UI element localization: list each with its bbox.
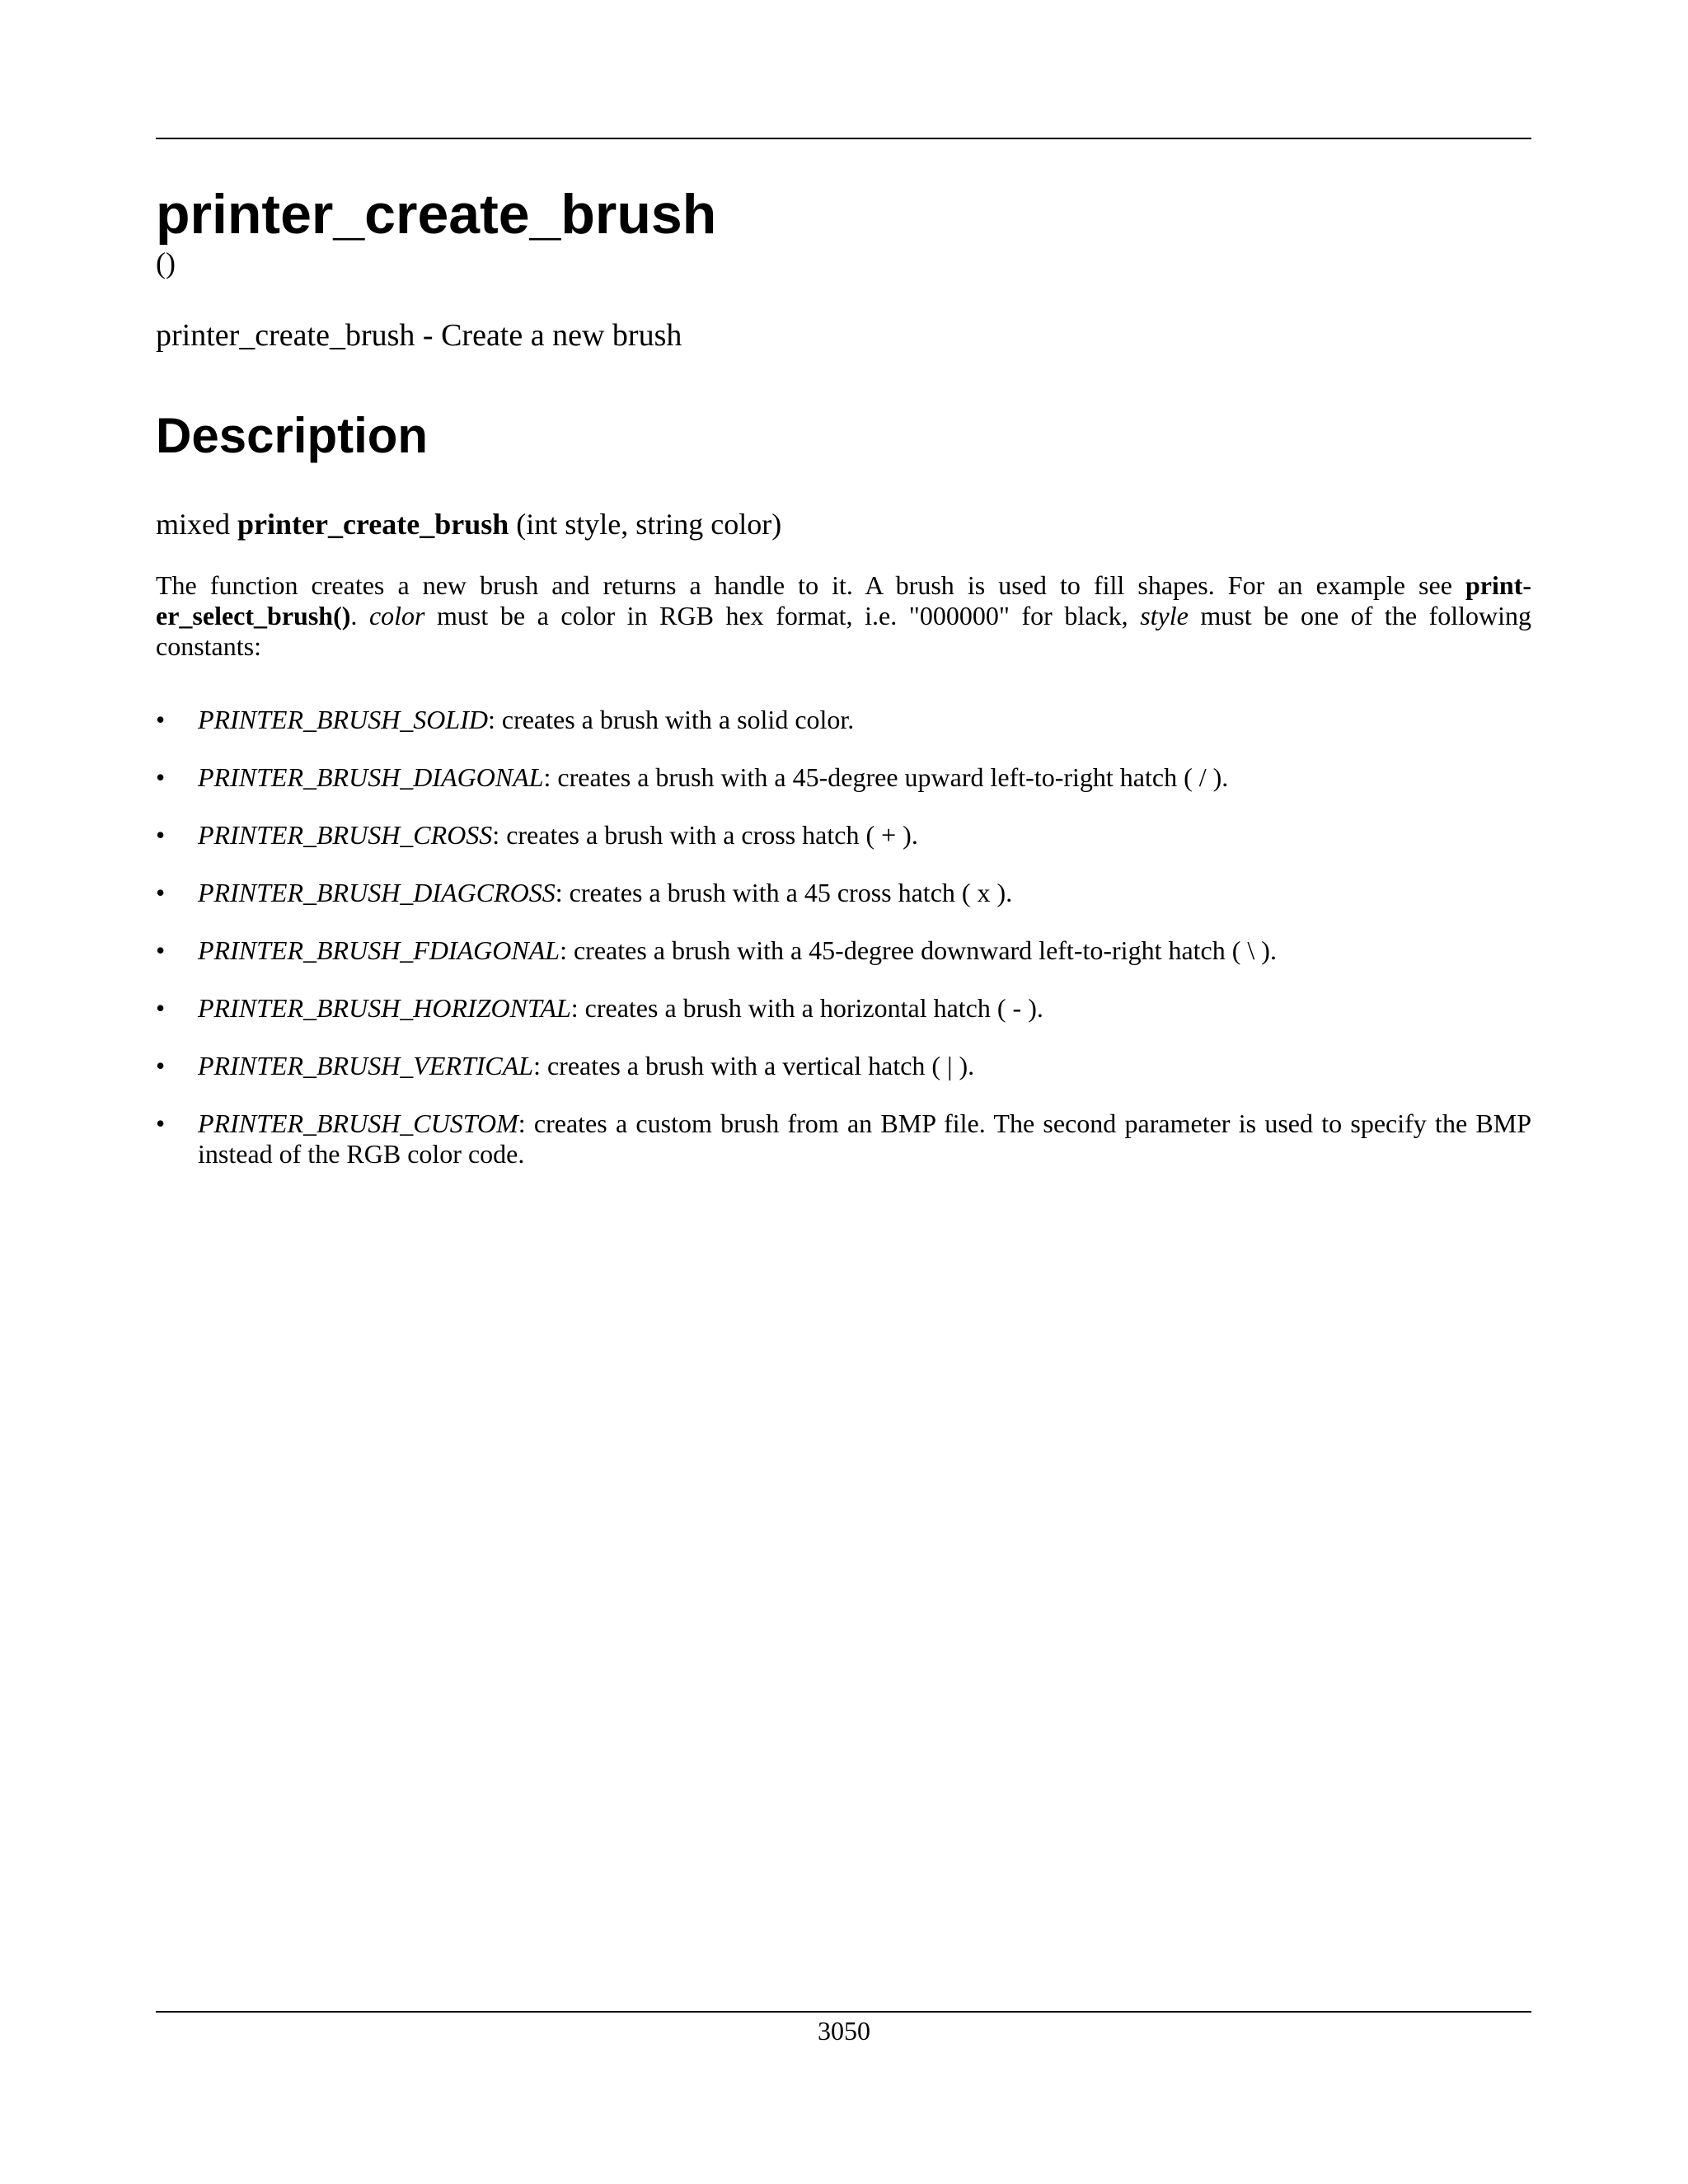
constant-name: PRINTER_BRUSH_FDIAGONAL (198, 935, 560, 965)
list-item (156, 1051, 1531, 1081)
bullet-icon: • (156, 762, 166, 792)
bullet-icon: • (156, 992, 166, 1023)
para-text-4: must be one of the following constants: (156, 600, 1532, 661)
function-parens: () (156, 246, 176, 279)
list-item (156, 878, 1531, 908)
description-heading: Description (156, 407, 429, 463)
para-text-1: The function creates a new brush and returns a handle to it. A brush is used to fill shapes. For an example see (156, 569, 1465, 600)
bullet-icon: • (156, 1108, 166, 1138)
constants-list (156, 705, 1531, 1169)
bullet-icon: • (156, 819, 166, 850)
constant-desc: : creates a brush with a vertical hatch ( | ). (533, 1050, 975, 1080)
list-item (156, 762, 1531, 793)
refpurpose-line (156, 317, 1531, 355)
constant-name: PRINTER_BRUSH_DIAGCROSS (198, 877, 556, 907)
list-item (156, 820, 1531, 851)
para-text-2: . (350, 600, 369, 630)
list-item (156, 993, 1531, 1024)
synopsis-return-type: mixed (156, 507, 230, 541)
constant-desc: : creates a brush with a horizontal hatch ( - ). (570, 992, 1043, 1023)
bullet-icon: • (156, 877, 166, 907)
refname: printer_create_brush (156, 318, 415, 354)
constant-name: PRINTER_BRUSH_DIAGONAL (198, 762, 544, 792)
list-item (156, 705, 1531, 735)
constant-desc: : creates a brush with a 45-degree downward left-to-right hatch ( \ ). (560, 935, 1277, 965)
constant-name: PRINTER_BRUSH_SOLID (198, 704, 488, 734)
page-number: 3050 (818, 2016, 870, 2046)
refpurpose-text: Create a new brush (441, 318, 682, 354)
constant-desc: : creates a brush with a solid color. (487, 704, 855, 734)
param-color: color (368, 600, 425, 630)
refpurpose-separator: - (415, 318, 442, 354)
constant-name: PRINTER_BRUSH_HORIZONTAL (198, 992, 571, 1023)
constant-desc: : creates a custom brush from an BMP file. The second parameter is used to specify the BMP instead of the RGB color code. (198, 1108, 1531, 1169)
synopsis-params: (int style, string color) (516, 507, 782, 541)
constant-desc: : creates a brush with a 45-degree upward left-to-right hatch ( / ). (543, 762, 1229, 792)
constant-desc: : creates a brush with a 45 cross hatch ( x ). (555, 877, 1013, 907)
bullet-icon: • (156, 704, 166, 734)
description-paragraph (156, 570, 1531, 662)
synopsis-function-name: printer_create_brush (237, 507, 509, 541)
select-brush-link[interactable]: printer_select_brush() (156, 569, 1531, 630)
function-title: printer_create_brush (156, 183, 717, 246)
constant-name: PRINTER_BRUSH_VERTICAL (198, 1050, 534, 1080)
constant-name: PRINTER_BRUSH_CUSTOM (198, 1108, 518, 1138)
constant-name: PRINTER_BRUSH_CROSS (198, 819, 493, 850)
footer-rule (156, 2011, 1531, 2013)
list-item (156, 935, 1531, 966)
function-synopsis (156, 507, 1531, 542)
list-item (156, 1108, 1531, 1169)
constant-desc: : creates a brush with a cross hatch ( + ). (492, 819, 918, 850)
header-rule (156, 138, 1531, 139)
param-style: style (1140, 600, 1189, 630)
bullet-icon: • (156, 1050, 166, 1080)
page-content (156, 183, 1532, 1197)
para-text-3: must be a color in RGB hex format, i.e. "000000" for black, (424, 600, 1141, 630)
bullet-icon: • (156, 935, 166, 965)
